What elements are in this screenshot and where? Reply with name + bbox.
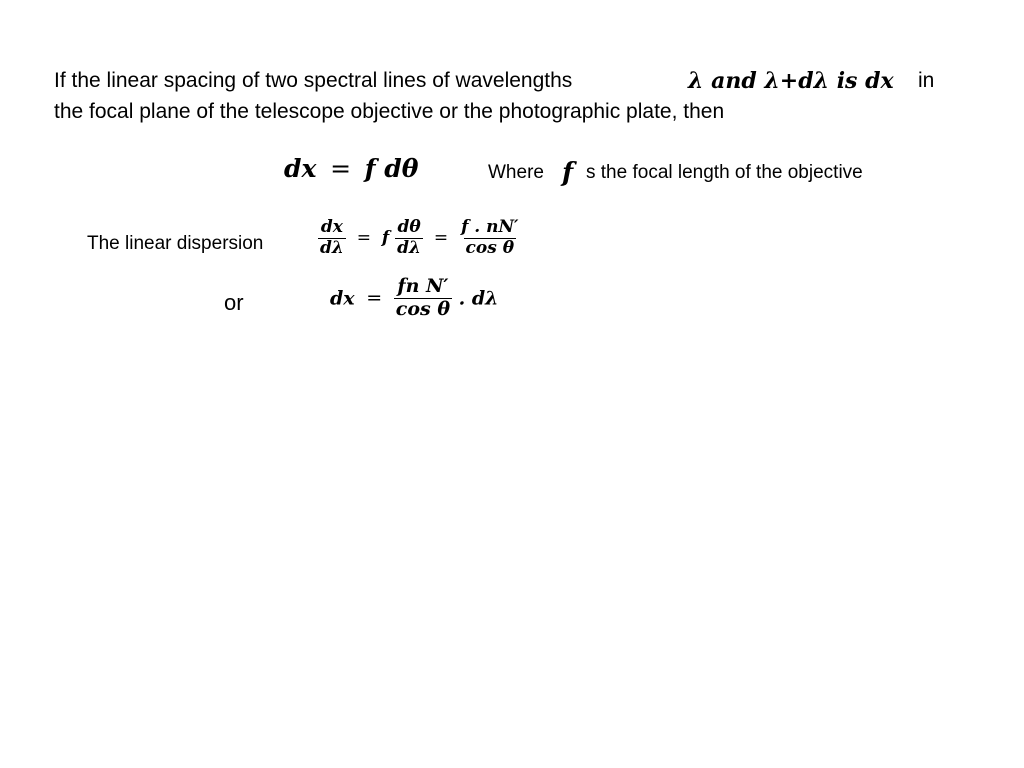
equation1-equals: =	[330, 154, 352, 183]
dispersion-equals-2: =	[433, 227, 449, 248]
alt-form-tail: . dλ	[458, 287, 499, 310]
alt-frac-denominator: cos θ	[395, 297, 451, 320]
frac2-numerator: dθ	[397, 217, 421, 237]
intro-text-1: If the linear spacing of two spectral lines of wavelengths	[54, 69, 573, 92]
equation1-rhs: f dθ	[364, 154, 419, 183]
intro-tail-text: in	[918, 69, 935, 92]
linear-dispersion-label	[87, 233, 263, 255]
dispersion-coef-f: f	[381, 228, 390, 249]
linear-dispersion-equation	[318, 218, 521, 258]
wavelength-expression-text: λ and λ+dλ is dx	[688, 68, 894, 94]
equation1-lhs: dx	[284, 154, 317, 183]
dispersion-equals-1: =	[356, 227, 371, 248]
linear-dispersion-label-text: The linear dispersion	[87, 233, 264, 254]
frac1-numerator: dx	[320, 217, 343, 237]
frac3-denominator: cos θ	[465, 237, 515, 258]
alt-form-equals: =	[366, 287, 383, 310]
wavelength-expression	[688, 66, 894, 96]
fraction-dx-dlambda	[318, 218, 346, 258]
equation-dx-f-dtheta	[284, 154, 418, 183]
fraction-fnN-costheta	[459, 218, 520, 258]
where-symbol-text: f	[562, 158, 574, 188]
fraction-dtheta-dlambda	[395, 218, 423, 258]
frac3-numerator: f . nN′	[461, 217, 519, 237]
fraction-fnN-costheta-alt	[394, 276, 452, 321]
intro-text-2: the focal plane of the telescope objective or the photographic plate, then	[54, 100, 725, 123]
or-connector-text: or	[224, 290, 244, 315]
where-suffix	[586, 162, 863, 184]
where-suffix-text: s the focal length of the objective	[586, 162, 863, 183]
intro-line-2	[54, 97, 724, 127]
alt-form-lhs: dx	[330, 287, 355, 310]
alt-form-equation	[330, 276, 499, 321]
where-note	[488, 162, 544, 184]
frac2-denominator: dλ	[397, 237, 421, 258]
or-connector	[224, 290, 244, 316]
where-prefix: Where	[488, 162, 544, 183]
alt-frac-numerator: fn N′	[397, 275, 449, 297]
intro-tail	[918, 66, 934, 96]
intro-line-1	[54, 66, 572, 96]
frac1-denominator: dλ	[320, 237, 344, 258]
where-symbol-f	[562, 158, 573, 188]
